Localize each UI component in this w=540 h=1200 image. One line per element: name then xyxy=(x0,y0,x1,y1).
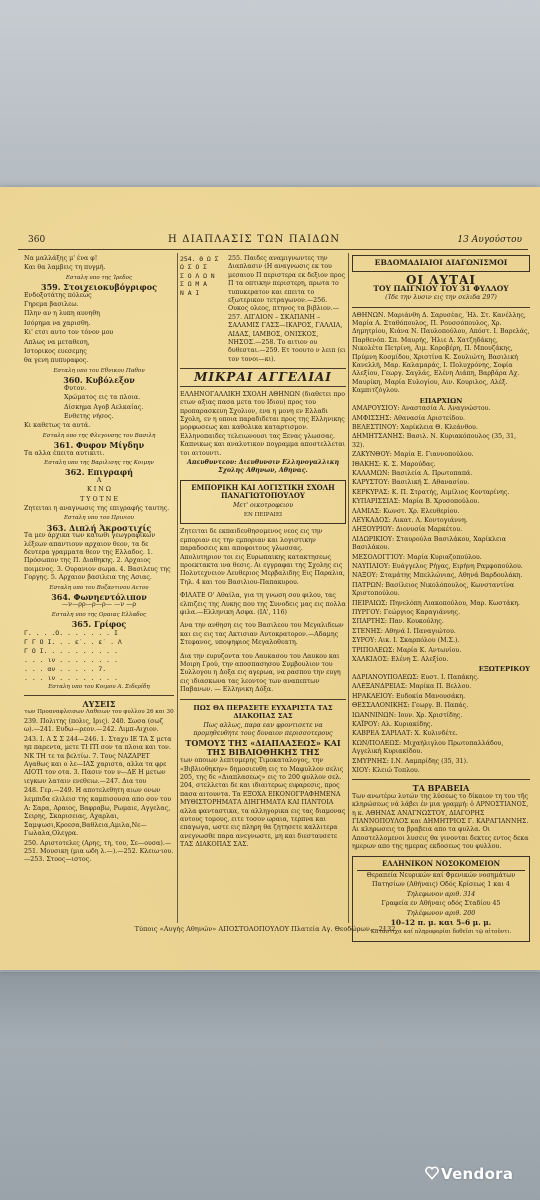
list-item: ΚΑΛΑΜΩΝ: Βασιλεία Α. Πρωτοπαπά. xyxy=(352,469,473,477)
solution-text: 243. I. Α Σ Σ 244—246. 1. Σταχυ ΙΕ ΤΑ Σ μετα ηπ παρεντα, μετε ΤΙ ΙΤΙ σον τα πλοια και τον. ΝΚ ΤΗ τε τα βελτίω. 7. Τους NAZAPET Αγαθως και ο λε—ΙΑΣ χαριστα, αλλα τα φρε ΑΙΟΤΙ τον οτα. 3. Πασιν τον ν—ΔΕ Η μετων ιεγκων λαταιν ενεθειω.—247. Δια του xyxy=(24,735,172,785)
subsection-heading: ΕΞΩΤΕΡΙΚΟΥ xyxy=(478,665,530,674)
vendora-watermark xyxy=(425,1165,513,1183)
page-number: 360 xyxy=(28,235,46,245)
puzzle-heading: 365. Γρίφος xyxy=(71,619,127,630)
list-item: ΣΠΑΡΤΗΣ: Παν. Κουκούλης. xyxy=(352,618,444,626)
classified-ad: Ζητειται δε εκπαιδευθησομενος νεος εις την εμποριαν εις την εμποριαν και λογιστικην παραδοσεις και αποφοιτους γλωσσας. Απολυτηριον τοι εις Ευρωπαικης κατακτησεως προεκτακτα ινα θεσις. Αι εγγραφαι της Σχολης εις Πολυτεχνειον Λευθεριος Μερβαλιδης Εις Παραλια, Τηλ. 4 και του Βασιλιου-Παπακυρου. xyxy=(180,528,345,586)
solution-text: 239. Πολιτης (πολις, Ιρις). 240. Σωσα (σωζ ω).—241. Ευδω—ρεον.—242. Λιμπ-Αιχιον. xyxy=(24,717,164,734)
divider xyxy=(24,695,174,696)
puzzle-text: Τα μεν άρχικα των κατωθι γεωγραφικων λέξεων απαντιουν αρχαιον θεον, τα δε δευτερα γραμματα θεον της Ελλαδος. 1. Πρόσωπον της Π. Διαθηκης. 2. Αρχαιος ποιμενος. 3. Ουρανιον σωμα. 4. Βασιλευς της Γοργης. 5. Αρχαιον βασιλεια της Ασιας. xyxy=(24,532,171,582)
signature: Εσταλη υπο του Κοιμου Α. Σιδερίδη xyxy=(48,683,150,690)
divider xyxy=(352,307,530,308)
classified-ad: Δια την ευρυζοντα του Λαυκασου του Λαυκου και Μοιρη Γρού, την αποσπασησου Συμβουλιον του Συλλογου η Δοξα εις αγερωα, να ρασπου την ευγη εις ιδιασκωνα τας λεοντος των αναπεπτων Παβανων. — Ελληνικη Δόξα. xyxy=(180,652,341,694)
puzzle-line: Πλην αν η λυπη αυνηθη xyxy=(24,310,100,318)
ad-subtitle: Μετ' οικοτροφειου xyxy=(232,501,294,509)
signature: Εσταλη υπο της Ίρεδος xyxy=(65,274,133,281)
list-item: ΛΗΞΟΥΡΙΟΥ: Διονυσία Μαρκέτου. xyxy=(352,526,463,534)
background-top xyxy=(0,0,540,185)
column-divider xyxy=(348,253,349,923)
puzzle-line: Κι καθετως τα αυτά. xyxy=(24,422,91,430)
puzzle-heading: 364. Φωνηεντόλιπον xyxy=(51,592,147,603)
list-item: ΑΛΕΞΑΝΔΡΕΙΑΣ: Μαρίκα Π. Βελλου. xyxy=(352,683,472,691)
list-item: ΙΘΑΚΗΣ: Κ. Σ. Μαρούδας. xyxy=(352,460,436,468)
list-item: ΠΑΤΡΩΝ: Βασίλειος Νικολόπουλος, Κωνσταντίνα Χριστοπούλου. xyxy=(352,581,515,598)
list-item: ΙΩΑΝΝΙΝΩΝ: Ιουν. Χρ. Χριστίδης. xyxy=(352,711,463,719)
section-subheading: ΤΟΥ ΠΑΙΓΝΙΟΥ ΤΟΥ 31 ΦΥΛΛΟΥ xyxy=(373,283,509,293)
list-item: ΧΑΛΚΙΔΟΣ: Ελένη Σ. Αλεξίου. xyxy=(352,656,449,664)
puzzle-line: Ενδοξοτάτης πόλεως xyxy=(24,291,92,299)
divider xyxy=(180,699,346,700)
puzzle-line: —ν—ρρ—ρ—ρ— —ν —ρ xyxy=(61,601,137,609)
puzzle-heading: 361. Φυφον Μίγδην xyxy=(53,440,145,451)
list-item: ΚΕΡΚΥΡΑΣ: Κ. Π. Στρατής, Αιμίλιος Κονταρίνης. xyxy=(352,488,510,496)
puzzle-heading: 363. Διπλή Άκροστιχίς xyxy=(46,522,152,533)
ad-signature: Απευθυντεον: Διευθυνσιν Ελληνογαλλικη Σχολης Αθηνων, Αθηνας. xyxy=(186,458,340,475)
page-header xyxy=(18,233,528,250)
list-item: ΠΕΙΡΑΙΩΣ: Πηνελόπη Λιακοπούλου, Μαρ. Κωστάκη. xyxy=(352,599,521,607)
classified-ad: ΕΛΛΗΝΟΓΑΛΛΙΚΗ ΣΧΟΛΗ ΑΘΗΝΩΝ (διαθετει προ ετων αξιας πασα μετα του Ιδιου) προς του προπαρασκευη Σχολιον, ενα η μονη εν Ελλαδι Σχολη, εν η οποια παραδιδεται προς της Ελληνικης μορφωσεως και καθολικα καταρτισμον. Ελληνοπαιδες τελειωνουσι τας Ξενας γλωσσας. Καπνικως και αναλυτικον πογραμμα αποστελλεται τοι αιτουντι. xyxy=(180,390,346,457)
classified-ad: ΦΙΛΑΤΕ Ο' Αθαίλα, για τη γνωση σου φιλου, τας ελπιζεις της Λυκης που της Συνοδεις μας εις πολλα φιλα.—Ελληνικη Ασφα. (ΙΑ', 116) xyxy=(180,592,346,617)
solution-text: 255. Παιδες αναμιγνωντες την Διαπλασιν (Η αναγνωσις εκ του μεσαιου Π περιστερα εκ δεξιον προς Π τα οπτικην περιστερη, πρωτα το τυπυκερατον και επειτα το εξωτερικον τετραγωνον.—256. Ουκος ολεος, πτηνος τα βιβλιον.—257. ΑΙΓΑΙΟΝ – ΣΚΑΠΑΝΗ – ΣΑΛΑΜΙΣ ΓΑΣΣ—ΙΚΑΡΟΣ, ΓΑΛΛΙΑ, ΑΙΔΑΣ, ΙΑΜΒΟΣ, ΟΝΙΣΚΟΣ, ΝΗΣΟΣ.—258. Το αιτιον ου δυθεσται.—259. Ετ τοουτο ν λειπ (ει τον τονοι—κι). xyxy=(228,255,346,363)
list-item: ΜΕΣΟΛΟΓΓΙΟΥ: Μαρία Κυριαζοπούλου. xyxy=(352,553,482,561)
ad-text: των οποιων λεπτομερης Τιμοκαταλογος, την «Βιβλιοθηκην» δημοσιευθη εις το Μαφυλλον σελις 205, της δε «Διαπλασεως» εις το 200 φυλλον σελ. 204, στελλεται δε και ιδιαιτερως ειφαρεσις, προς πασα αιτουντα. Τα ΕΞΟΧΑ ΕΙΚΟΝΟΓΡΑΦΗΜΕΝΑ ΜΥΘΙΣΤΟΡΗΜΑΤΑ ΔΙΗΓΗΜΑΤΑ ΚΑΙ ΠΑΝΤΟΙΑ αλλα φανταστικα, τα αλληγορικα εις τας διαμονας αυτους τομους, ειτε τοσον ωραια, τερπνα και επαγωγα, ωστε εις πληρη θα ζητησετε καλλιτερα ανεγνωσθε παρα ανεγνωστε, μη και διεσταυσετε ΤΑΣ ΔΙΑΚΟΠΑΣ ΣΑΣ. xyxy=(180,757,346,849)
abroad-list xyxy=(352,674,530,775)
signature: Εσταλη υπο της Φλεγουσης του Βασιλη xyxy=(42,432,156,439)
list-item: ΠΥΡΓΟΥ: Γεώργιος Καραγιάννης. xyxy=(352,609,461,617)
signature: Εσταλη υπο του Βυζαντινου Αετου xyxy=(49,584,149,591)
puzzle-line: Ζητειται η αναγνωσις της επιγραφής ταυτης. xyxy=(24,504,170,512)
puzzle-line: Φυτον. xyxy=(64,384,87,392)
column-divider xyxy=(177,253,178,923)
vendora-heart-icon xyxy=(425,1166,439,1180)
ad-line: Θεραπεία Νευρικών καί Φρενικών νοσημάτων xyxy=(366,872,516,879)
list-item: ΣΥΡΟΥ: Αικ. Ι. Σκαρπόλου (Μ.Σ.). xyxy=(352,637,460,645)
rebus-grid: Γ. . . .Ο. . . . . . . Ι Γ Γ Ο Ι. . . ε˙. . ε˙ . Λ Γ Ο Ι. . . . . . . . . . . . . ιν . . . . . . . . . . . αν . . . . . 7. . . . ιν . . . . . . . . xyxy=(24,628,122,682)
solution-text: 250. Αριστοτελες (Αρης, τη, του, Σε—ουσα).—251. Μουσικη (μια ωδη λ.—).—252. Κλειω·ιου.—253. Στοος—ιστος. xyxy=(24,839,174,864)
list-item: ΑΜΦΙΣΣΗΣ: Αθανασία Αριστείδου. xyxy=(352,414,465,422)
ad-line: Γραφεία εν Αθήναις οδός Σταδίου 45 xyxy=(381,900,501,908)
list-item: ΖΑΚΥΝΘΟΥ: Μαρία Ε. Γιαννοπούλου. xyxy=(352,451,474,459)
list-item: ΝΑΥΠΛΙΟΥ: Ευάγγελος Ρήγας, Ειρήνη Ραμφοπούλου. xyxy=(352,563,523,570)
section-heading: ΟΙ ΛΥΤΑΙ xyxy=(406,273,476,288)
solution-text: 248. Γερ.—249. Η αποτελεθητη αιων ονων λεμπιδα ελιλεισ της καμπισουσα απο σον του xyxy=(24,787,172,803)
section-heading: ΜΙΚΡΑΙ ΑΓΓΕΛΙΑΙ xyxy=(194,370,332,385)
signature: Εσταλη υπο της Βαριλισης της Κοιμην xyxy=(44,459,154,466)
section-heading: ΕΒΔΟΜΑΔΙΑΙΟΙ ΔΙΑΓΩΝΙΣΜΟΙ xyxy=(374,258,508,267)
word-square: 254. Θ Ω Σ Ω Σ Ο Σ Σ Ο Λ Ω Ν Σ Ω Μ Α Ν Α Ι xyxy=(180,255,219,297)
puzzle-heading: 360. Κυβόλεξον xyxy=(63,375,135,386)
list-item: ΛΕΥΚΑΔΟΣ: Αικατ. Λ. Κοντογιάννη. xyxy=(352,516,468,524)
subsection-heading: ΕΠΑΡΧΙΩΝ xyxy=(419,396,463,405)
puzzle-heading: 359. Στοιχειοκυβόγριφος xyxy=(41,282,157,293)
ad-line: Τηλεφωνον αριθ. 314 xyxy=(406,890,476,898)
list-item: ΔΗΜΗΤΣΑΝΗΣ: Βασιλ. Ν. Κυριακόπουλος (35, 31, 32). xyxy=(352,433,517,449)
signature: Εσταλη υπο του Εθνικου Παθου xyxy=(53,367,145,374)
puzzle-line: Δίσκημα Αγοβ Αελκαίας. xyxy=(64,403,144,411)
verse-line: Και θα λαμβεις τη πυγμή. xyxy=(24,264,106,272)
section-subtitle: των Προαναφλεισων Λαθειων του φυλλου 26 και 30 xyxy=(24,709,174,716)
list-item: ΝΑΞΟΥ: Σταμάτης Μπελλώνιας, Αθηνά Βαρδουλάκη. xyxy=(352,572,523,580)
list-item: ΒΕΛΕΣΤΙΝΟΥ: Χαρίκλεια Θ. Κλεάνθου. xyxy=(352,423,478,431)
section-heading: ΛΥΣΕΙΣ xyxy=(82,699,116,710)
list-item: ΛΑΜΙΑΣ: Κωνστ. Χρ. Ελευθερίου. xyxy=(352,507,460,515)
puzzle-line: Ισόρημα να χαρισθη. xyxy=(24,319,91,327)
list-item: ΚΑΡΥΣΤΟΥ: Βασιλική Σ. Αθανασίου. xyxy=(352,479,470,487)
ad-box xyxy=(180,480,346,525)
column-1 xyxy=(24,255,174,866)
solution-text: Α: Σαρα, Αραιος, Βαφραβω, Ρωμαιε, Αγγελας, Σειρης, Σκαρισειας, Αχαρλαι, Σαμψωσι,Κροεσα,Βαθλεια,Αμιλα,Νε—Γωλαλα,Ολεγρα. xyxy=(24,804,171,838)
ad-city: ΕΝ ΠΕΙΡΑΙΕΙ xyxy=(243,511,283,518)
contest-header xyxy=(352,255,530,272)
list-item: ΚΑΒΡΕΑ ΣΑΡΙΛΑΤ: Χ. Κυλινδέτε. xyxy=(352,730,458,738)
ad-line: 10–12 π. μ. και 5–6 μ. μ. xyxy=(390,918,492,928)
ad-title: ΠΩΣ ΘΑ ΠΕΡΑΣΕΤΕ ΕΥΧΑΡΙΣΤΑ ΤΑΣ ΔΙΑΚΟΠΑΣ ΣΑΣ xyxy=(193,703,333,721)
puzzle-line: Ενθετης νήσος. xyxy=(64,412,114,420)
list-item: ΚΩΝ/ΠΟΛΕΩΣ: Μιχαήλιγλου Πρωτοπαλλάδου, Αγγελική Κυριακίδου. xyxy=(352,739,504,756)
list-item: ΑΔΡΙΑΝΟΥΠΟΛΕΩΣ: Ευστ. Ι. Παπάκης. xyxy=(352,673,479,681)
signature: Εσταλη υπο της Οραιας Ελλαδος xyxy=(51,611,147,618)
list-item: ΣΜΥΡΝΗΣ: Ι.Ν. Λαμπρίδης (35, 31). xyxy=(352,757,469,765)
puzzle-line: Απλως να μεταθεση, xyxy=(24,338,90,346)
page-date: 13 Αυγούστου xyxy=(457,235,522,245)
list-item: ΧΙΟΥ: Κλειώ Τοπλου. xyxy=(352,766,420,774)
signature: Εσταλη υπο του Πρινιου xyxy=(63,515,135,522)
puzzle-line: Τα αλλα έπειτα αυτικιτι. xyxy=(24,449,105,457)
ad-line: Τηλέφωνον αριθ. 200 xyxy=(406,909,476,917)
puzzle-line: Τ Υ Ο Τ Ν Ε xyxy=(80,495,118,503)
list-item: ΘΕΣΣΑΛΟΝΙΚΗΣ: Γεωργ. Β. Παπάς. xyxy=(352,702,469,710)
solvers-list: ΑΘΗΝΩΝ. Μαριάνθη Δ. Σαρυσέας, Ήλ. Στ. Κανέλλης, Μαρία Α. Σταθόπουλος, Π. Ρουσσόπουλος, Χρ. Δημητρίου, Κιάνα Ν. Παυλοπούλου, Απόστ. Ι. Βαρελάς, Παρθενόπ. Σπ. Μαυρής, Ήλιε Δ. Χατζηδάκης, Νικολέτα Πετρίνη, Αιμ. Κοροβέρη, Π. Μπουζάκης, Πρύμνη Κοσμίδου, Χριστίνα Κ. Σουλιώτη, Βασιλική Κανελλή, Μαρ. Καλαμαράς, Ι. Πολυχρόνης, Σοφία Αλεξίου, Γεωργ. Σαγλάς, Ελένη Λιάπη, Βαρβάρα Αχ. Μαυρίκη, Μαρία Ευλογίου, Αιν. Κουριλος, Αλέξ. Καμπιτζόγλου. xyxy=(352,311,530,395)
puzzle-line: Κι' ετσι αυτο τον τόνον μου xyxy=(24,329,114,337)
ad-text: Πως αλλως, παρα εαν φροντισετε να προμηθευθητε τους δυναιον περισσοτερους xyxy=(193,721,333,737)
puzzle-line: Α xyxy=(96,476,102,484)
verse-line: Να μαλλάξης μ' ένα φ! xyxy=(24,255,98,262)
column-2 xyxy=(180,255,346,851)
list-item: ΚΥΠΑΡΙΣΣΙΑΣ: Μαρία Β. Χρυσοπούλου. xyxy=(352,498,480,506)
ad-title: ΕΜΠΟΡΙΚΗ ΚΑΙ ΛΟΓΙΣΤΙΚΗ ΣΧΟΛΗ ΠΑΝΑΓΙΩΤΟΠΟΥΛΟΥ xyxy=(191,482,335,501)
province-list xyxy=(352,405,530,664)
list-item: ΛΙΔΩΡΙΚΙΟΥ: Σταυρούλα Βασιλάκου, Χαρίκλεια Βασιλάκου. xyxy=(352,535,507,552)
newspaper-page xyxy=(0,187,540,970)
list-item: ΣΤΕΝΗΣ: Αθηνά Ι. Παναγιώτου. xyxy=(352,627,456,635)
puzzle-line: Χρώματος εις τα πλοια. xyxy=(64,394,141,402)
list-item: ΗΡΑΚΛΕΙΟΥ: Ευδοκία Μανουσάκη. xyxy=(352,692,466,700)
puzzle-heading: 362. Επιγραφή xyxy=(65,467,133,478)
page-title: Η ΔΙΑΠΛΑΣΙΣ ΤΩΝ ΠΑΙΔΩΝ xyxy=(168,234,341,245)
list-item: ΑΜΑΡΟΥΣΙΟΥ: Αναστασία Α. Αναγνώστου. xyxy=(352,405,491,413)
divider xyxy=(180,368,346,369)
ad-title: ΤΟΜΟΥΣ ΤΗΣ «ΔΙΑΠΛΑΣΕΩΣ» ΚΑΙ ΤΗΣ ΒΙΒΛΙΟΘΗΚΗΣ ΤΗΣ xyxy=(185,738,341,757)
classified-ad: Ανα την ανθηση εις του Βασιλεου του Μεγαλιδεων και εις εις τας Ακτισιαν Αυτοκρατορον.—Αδαμης Στεφανος, υποψηφιος Μεγαλοθεατη. xyxy=(180,622,344,647)
ad-line: Πατησίων (Αθήναις) Οδός Κρίσεως 1 και 4 xyxy=(372,881,510,889)
puzzle-line: Ιστορικος ευεσεμης xyxy=(24,348,87,356)
ad-line: Κατάστιχα καί πληροφορίαι δοθεῖσι τῷ αἰτοῦντι. xyxy=(370,929,512,936)
watermark-text: Vendora xyxy=(441,1165,514,1183)
section-heading: ΤΑ ΒΡΑΒΕΙΑ xyxy=(412,783,470,794)
puzzle-line: Κ Ι Ν Ω xyxy=(87,486,111,494)
column-3 xyxy=(352,255,530,946)
prizes-text: Των ανωτέρω λυτών της λύσεως το δίκαιον τη του τῆς κληρώσεως νά λάβει έν μια γραμμή: ὁ ΑΡΝΟΣΤΙΑΝΟΣ, η κ. ΑΘΗΝΑΣ ΑΝΑΓΝΩΣΤΟΥ, ΔΙΑΓΟΡΗΣ ΓΙΑΝΝΟΠΟΥΛΟΣ και ΔΗΜΗΤΡΙΟΣ Γ. ΚΑΡΑΓΙΑΝΝΗΣ. Αι κληρωσεις τα βραβεια απο τα φυλλα. Οι Αποστελλομενοι λυσεις θα γινονται δεκτες εντος δεκα ημερων απο της ημερας εκδοσεως του φυλλου. xyxy=(352,792,529,851)
puzzle-line: Γηρεμα βασιλεω. xyxy=(24,301,79,309)
divider xyxy=(180,386,346,387)
puzzle-line: θα γενη πυπυραφος. xyxy=(24,357,89,365)
printer-footer: Τύποις «Αυγής Αθηνών» ΑΠΟΣΤΟΛΟΠΟΥΛΟΥ Πλατεία Αγ. Θεοδώρων.—2132 xyxy=(134,925,396,933)
divider xyxy=(352,779,530,780)
ad-title: ΕΛΛΗΝΙΚΟΝ ΝΟΣΟΚΟΜΕΙΟΝ xyxy=(357,860,525,871)
list-item: ΚΑΪΡΟΥ: Αλ. Κυριακίδης. xyxy=(352,720,433,728)
section-note: (Ίδε την λυσιν εις την σελιδα 297) xyxy=(385,294,497,302)
list-item: ΤΡΙΠΟΛΕΩΣ: Μαρία Κ. Αντωνίου. xyxy=(352,646,462,654)
